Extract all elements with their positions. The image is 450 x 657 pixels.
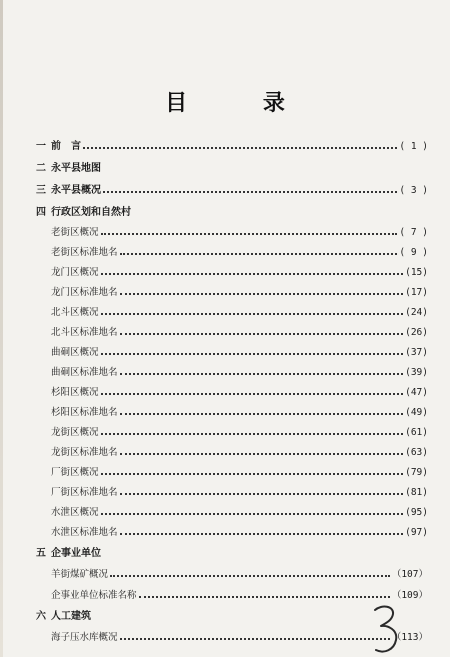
toc-entry xyxy=(36,559,428,580)
entry-title: 老街区标准地名 xyxy=(51,247,118,258)
toc-entry xyxy=(36,378,428,398)
entry-title: 企事业单位标准名称 xyxy=(51,590,137,601)
section-title: 行政区划和自然村 xyxy=(51,207,131,218)
entry-title: 曲硐区标准地名 xyxy=(51,367,118,378)
toc-entry xyxy=(36,622,428,643)
page-number: ( 3 ) xyxy=(399,185,428,196)
entry-title: 龙门区概况 xyxy=(51,267,99,278)
dot-leader xyxy=(120,533,404,535)
page-number: (63) xyxy=(405,447,428,458)
toc-entry xyxy=(36,318,428,338)
entry-title: 龙街区标准地名 xyxy=(51,447,118,458)
page-number: (26) xyxy=(405,327,428,338)
dot-leader xyxy=(101,433,404,435)
page-number: (95) xyxy=(405,507,428,518)
toc-entry xyxy=(36,580,428,601)
toc-section-6 xyxy=(36,601,428,622)
section-number: 五 xyxy=(36,548,46,559)
entry-title: 杉阳区标准地名 xyxy=(51,407,118,418)
handwritten-page-mark xyxy=(372,604,400,656)
page-title: 目 录 xyxy=(165,90,319,116)
toc-section-2 xyxy=(36,152,428,174)
toc-entry xyxy=(36,418,428,438)
page-number: ( 1 ) xyxy=(399,141,428,152)
entry-title: 水泄区标准地名 xyxy=(51,527,118,538)
page-number: (97) xyxy=(405,527,428,538)
toc-entry xyxy=(36,258,428,278)
section-title: 人工建筑 xyxy=(51,611,91,622)
dot-leader xyxy=(120,333,404,335)
toc-entry xyxy=(36,358,428,378)
entry-title: 水泄区概况 xyxy=(51,507,99,518)
section-number: 六 xyxy=(36,611,46,622)
dot-leader xyxy=(120,293,404,295)
toc-entry xyxy=(36,278,428,298)
toc-entry xyxy=(36,438,428,458)
section-number: 二 xyxy=(36,163,46,174)
page-number: （109） xyxy=(391,590,428,601)
entry-title: 老街区概况 xyxy=(51,227,99,238)
entry-title: 海子压水库概况 xyxy=(51,632,118,643)
dot-leader xyxy=(101,473,404,475)
dot-leader xyxy=(120,453,404,455)
dot-leader xyxy=(83,147,397,149)
page-number: ( 9 ) xyxy=(399,247,428,258)
entry-title: 厂街区标准地名 xyxy=(51,487,118,498)
page-number: ( 7 ) xyxy=(399,227,428,238)
page-number: (17) xyxy=(405,287,428,298)
entry-title: 羊街煤矿概况 xyxy=(51,569,109,580)
toc-entry xyxy=(36,478,428,498)
dot-leader xyxy=(120,413,404,415)
entry-title: 杉阳区概况 xyxy=(51,387,99,398)
entry-title: 龙门区标准地名 xyxy=(51,287,118,298)
page-number: (61) xyxy=(405,427,428,438)
toc-section-3 xyxy=(36,174,428,196)
toc-entry xyxy=(36,518,428,538)
section-title: 永平县地图 xyxy=(51,163,101,174)
toc-entry xyxy=(36,398,428,418)
section-number: 一 xyxy=(36,141,46,152)
dot-leader xyxy=(101,393,404,395)
toc-entry xyxy=(36,238,428,258)
page-number: (81) xyxy=(405,487,428,498)
toc-entry xyxy=(36,298,428,318)
entry-title: 北斗区标准地名 xyxy=(51,327,118,338)
page-number: (79) xyxy=(405,467,428,478)
toc-entry xyxy=(36,338,428,358)
page-number: (49) xyxy=(405,407,428,418)
toc-section-4 xyxy=(36,196,428,218)
entry-title: 厂街区概况 xyxy=(51,467,99,478)
toc-entry xyxy=(36,218,428,238)
dot-leader xyxy=(103,191,397,193)
page-number: (24) xyxy=(405,307,428,318)
entry-title: 曲硐区概况 xyxy=(51,347,99,358)
table-of-contents xyxy=(36,130,428,643)
dot-leader xyxy=(139,596,390,598)
dot-leader xyxy=(120,253,398,255)
dot-leader xyxy=(120,638,390,640)
section-title: 前 言 xyxy=(51,141,81,152)
page-number: （113） xyxy=(391,632,428,643)
toc-entry xyxy=(36,498,428,518)
page-number: (39) xyxy=(405,367,428,378)
entry-title: 北斗区概况 xyxy=(51,307,99,318)
toc-section-1 xyxy=(36,130,428,152)
section-title: 企事业单位 xyxy=(51,548,101,559)
toc-section-5 xyxy=(36,538,428,559)
page-number: (37) xyxy=(405,347,428,358)
dot-leader xyxy=(101,273,404,275)
section-number: 三 xyxy=(36,185,46,196)
section-title: 永平县概况 xyxy=(51,185,101,196)
entry-title: 龙街区概况 xyxy=(51,427,99,438)
page-number: (15) xyxy=(405,267,428,278)
dot-leader xyxy=(101,233,398,235)
dot-leader xyxy=(120,493,404,495)
dot-leader xyxy=(120,373,404,375)
dot-leader xyxy=(101,353,404,355)
dot-leader xyxy=(101,313,404,315)
toc-entry xyxy=(36,458,428,478)
dot-leader xyxy=(110,575,390,577)
page-number: (47) xyxy=(405,387,428,398)
page-number: （107） xyxy=(391,569,428,580)
section-number: 四 xyxy=(36,207,46,218)
dot-leader xyxy=(101,513,404,515)
